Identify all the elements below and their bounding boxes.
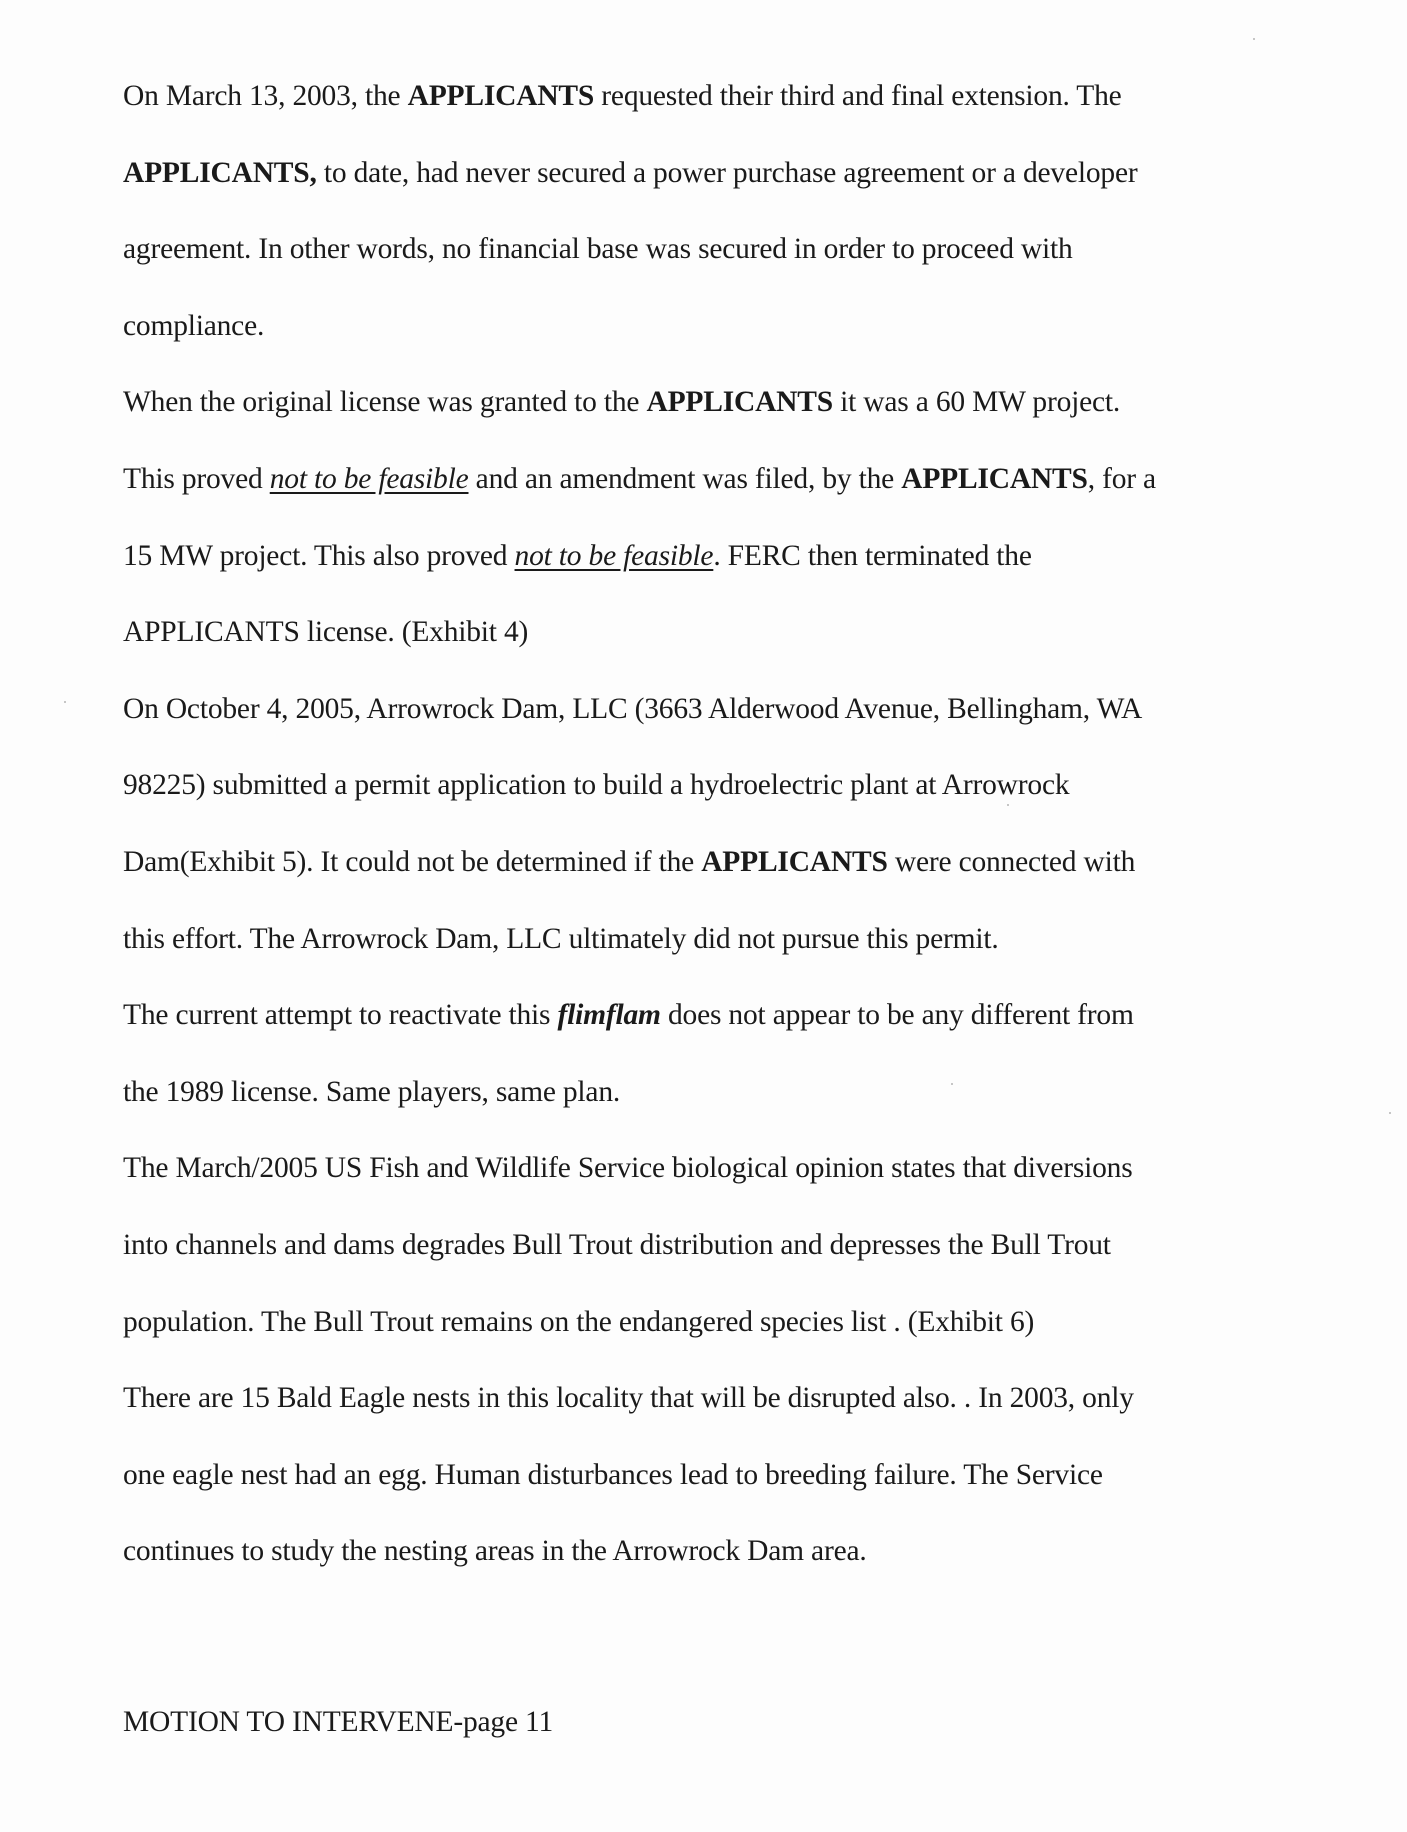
text-run: compliance. bbox=[123, 309, 265, 342]
text-run: This proved bbox=[123, 462, 270, 495]
text-run: flimflam bbox=[557, 999, 661, 1032]
text-run: to date, had never secured a power purchase agreement or a developer bbox=[316, 156, 1138, 189]
text-run: There are 15 Bald Eagle nests in this locality that will be disrupted also. . In 2003, only bbox=[123, 1382, 1134, 1415]
text-run: The March/2005 US Fish and Wildlife Service biological opinion states that diversions bbox=[123, 1152, 1133, 1185]
text-run: this effort. The Arrowrock Dam, LLC ultimately did not pursue this permit. bbox=[123, 922, 999, 955]
scan-speck bbox=[64, 701, 66, 703]
paragraph bbox=[123, 1130, 1303, 1360]
paragraph bbox=[123, 1360, 1303, 1590]
text-run: APPLICANTS bbox=[407, 80, 595, 112]
text-run: the 1989 license. Same players, same plan. bbox=[123, 1075, 621, 1108]
text-run: and an amendment was filed, by the bbox=[468, 462, 902, 495]
text-run: APPLICANTS bbox=[701, 845, 888, 878]
text-run: agreement. In other words, no financial base was secured in order to proceed with bbox=[123, 233, 1073, 266]
text-run: 15 MW project. This also proved bbox=[123, 539, 515, 572]
text-run: population. The Bull Trout remains on the endangered species list . (Exhibit 6) bbox=[123, 1305, 1035, 1338]
scan-speck bbox=[1389, 1112, 1391, 1114]
paragraph bbox=[123, 58, 1303, 364]
text-run: it was a 60 MW project. bbox=[832, 386, 1121, 419]
text-run: into channels and dams degrades Bull Trout distribution and depresses the Bull Trout bbox=[123, 1228, 1111, 1261]
page-footer: MOTION TO INTERVENE-page 11 bbox=[123, 1706, 554, 1738]
text-run: APPLICANTS bbox=[901, 462, 1088, 495]
text-run: APPLICANTS bbox=[646, 386, 833, 419]
text-run: does not appear to be any different from bbox=[660, 999, 1134, 1032]
text-run: APPLICANTS, bbox=[123, 156, 317, 189]
text-run: On March 13, 2003, the bbox=[123, 80, 408, 112]
paragraph bbox=[123, 671, 1303, 977]
text-run: On October 4, 2005, Arrowrock Dam, LLC (3663 Alderwood Avenue, Bellingham, WA bbox=[123, 692, 1143, 725]
text-run: were connected with bbox=[887, 845, 1136, 878]
paragraph bbox=[123, 364, 1303, 670]
paragraph bbox=[123, 977, 1303, 1130]
document-body bbox=[123, 58, 1303, 1590]
text-run: APPLICANTS license. (Exhibit 4) bbox=[123, 616, 529, 649]
text-run: . FERC then terminated the bbox=[713, 539, 1032, 572]
text-run: Dam(Exhibit 5). It could not be determined if the bbox=[123, 845, 702, 878]
text-run: The current attempt to reactivate this bbox=[123, 999, 558, 1032]
text-run: requested their third and final extension. The bbox=[594, 80, 1122, 112]
text-run: When the original license was granted to the bbox=[123, 386, 647, 419]
text-run: one eagle nest had an egg. Human disturbances lead to breeding failure. The Service bbox=[123, 1458, 1103, 1491]
text-run: continues to study the nesting areas in the Arrowrock Dam area. bbox=[123, 1535, 867, 1568]
scan-speck bbox=[1007, 804, 1009, 806]
text-run: not to be feasible bbox=[269, 462, 469, 495]
scan-speck bbox=[951, 1083, 953, 1085]
text-run: , for a bbox=[1087, 462, 1156, 495]
text-run: 98225) submitted a permit application to build a hydroelectric plant at Arrowrock bbox=[123, 769, 1070, 802]
scan-speck bbox=[1253, 38, 1255, 40]
text-run: not to be feasible bbox=[514, 539, 714, 572]
